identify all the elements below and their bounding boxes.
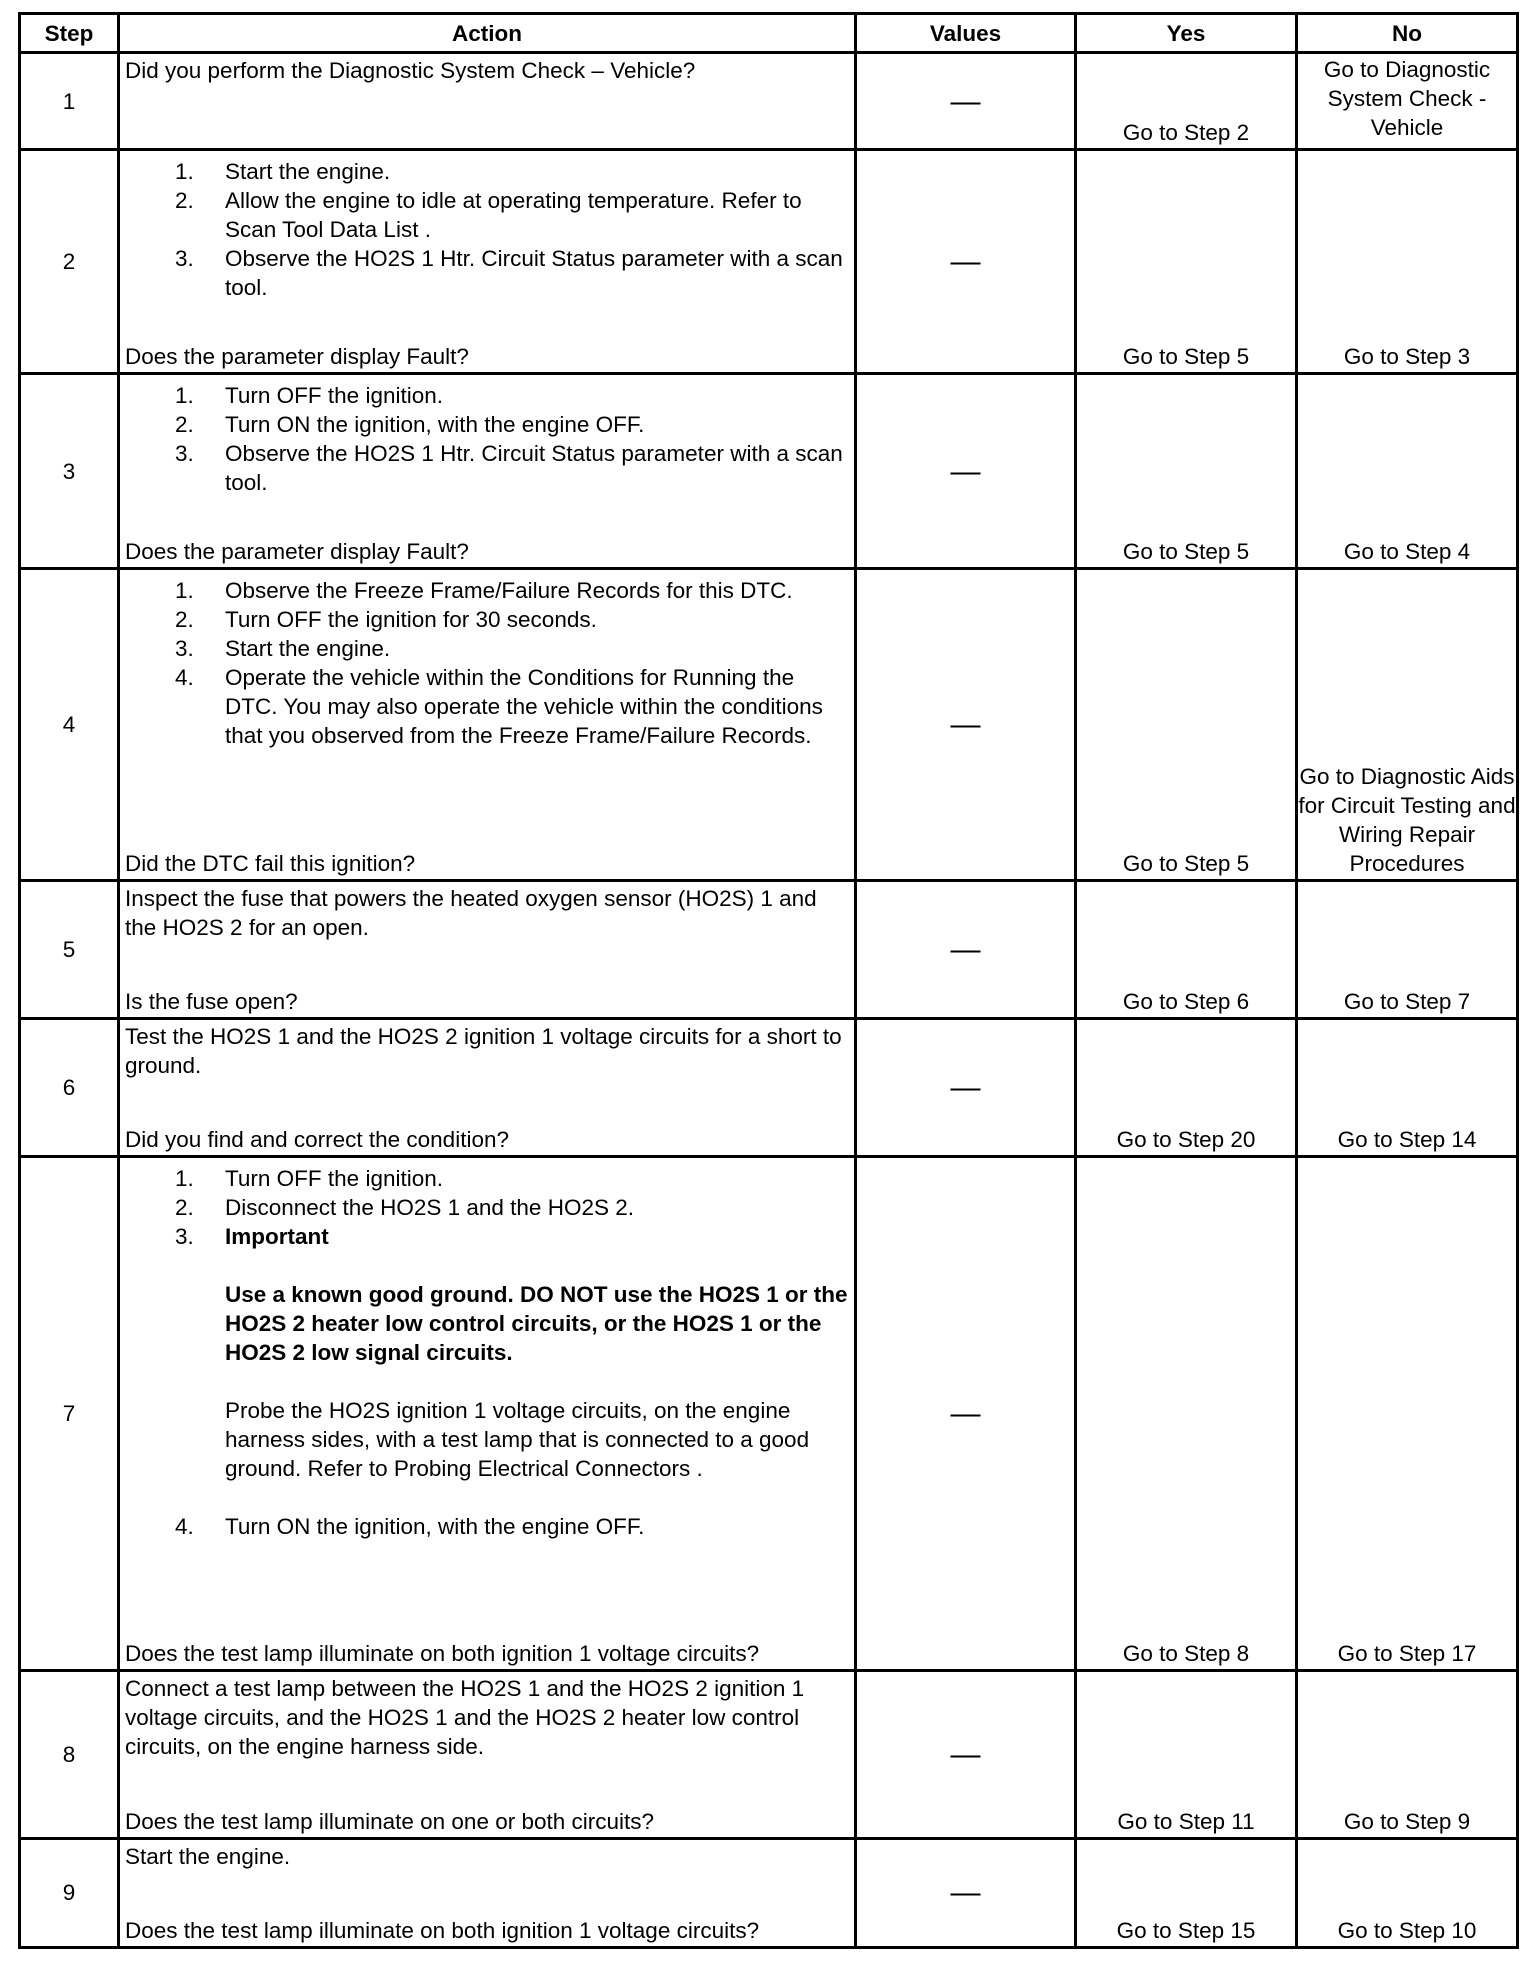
action-steps — [125, 576, 850, 750]
list-item: 2. Turn ON the ignition, with the engine OFF. — [175, 412, 645, 438]
action-cell — [119, 53, 856, 150]
step-number: 4 — [20, 568, 119, 880]
list-item: 3. Observe the HO2S 1 Htr. Circuit Status parameter with a scan tool. — [175, 246, 843, 301]
values-cell: — — [856, 1838, 1076, 1947]
list-item: 4. Operate the vehicle within the Conditions for Running the DTC. You may also operate the vehicle within the conditions that you observed from the Freeze Frame/Failure Records. — [175, 664, 823, 748]
action-question: Does the parameter display Fault? — [125, 344, 469, 370]
yes-link[interactable]: Go to Step 6 — [1076, 881, 1297, 1019]
yes-link[interactable]: Go to Step 5 — [1076, 150, 1297, 374]
yes-link[interactable]: Go to Step 11 — [1076, 1670, 1297, 1838]
step-number: 6 — [20, 1018, 119, 1157]
action-cell — [119, 150, 856, 374]
action-steps — [125, 157, 850, 302]
action-question: Does the parameter display Fault? — [125, 538, 469, 564]
table-row — [20, 1838, 1518, 1947]
values-cell: — — [856, 374, 1076, 569]
list-item: 2. Disconnect the HO2S 1 and the HO2S 2. — [175, 1195, 634, 1221]
action-text: Start the engine. — [125, 1843, 291, 1869]
no-link[interactable]: Go to Step 17 — [1297, 1157, 1518, 1671]
step-number: 8 — [20, 1670, 119, 1838]
no-link[interactable]: Go to Step 9 — [1297, 1670, 1518, 1838]
table-row — [20, 1670, 1518, 1838]
table-row — [20, 1018, 1518, 1157]
values-cell: — — [856, 568, 1076, 880]
values-cell: — — [856, 1670, 1076, 1838]
action-question: Did you find and correct the condition? — [125, 1127, 509, 1153]
yes-link[interactable]: Go to Step 8 — [1076, 1157, 1297, 1671]
yes-link[interactable]: Go to Step 20 — [1076, 1018, 1297, 1157]
header-no: No — [1297, 14, 1518, 53]
action-text: Inspect the fuse that powers the heated oxygen sensor (HO2S) 1 and the HO2S 2 for an open. — [125, 886, 817, 941]
action-cell — [119, 568, 856, 880]
table-row — [20, 1157, 1518, 1671]
diagnostic-table — [18, 12, 1519, 1949]
action-steps — [125, 381, 850, 497]
header-yes: Yes — [1076, 14, 1297, 53]
header-action: Action — [119, 14, 856, 53]
step-number: 2 — [20, 150, 119, 374]
action-cell — [119, 1670, 856, 1838]
yes-link[interactable]: Go to Step 15 — [1076, 1838, 1297, 1947]
values-cell: — — [856, 1018, 1076, 1157]
important-note: Use a known good ground. DO NOT use the HO2S 1 or the HO2S 2 heater low control circuits, or the HO2S 1 or the HO2S 2 low signal circuits. — [225, 1282, 848, 1366]
action-steps — [125, 1164, 850, 1541]
action-cell — [119, 1838, 856, 1947]
list-item: 1. Turn OFF the ignition. — [175, 1166, 444, 1192]
action-question: Does the test lamp illuminate on both ignition 1 voltage circuits? — [125, 1918, 760, 1943]
important-title: Important — [225, 1224, 329, 1250]
action-question: Did the DTC fail this ignition? — [125, 851, 416, 877]
step-number: 5 — [20, 881, 119, 1019]
header-row — [20, 14, 1518, 53]
no-link[interactable]: Go to Step 4 — [1297, 374, 1518, 569]
values-cell: — — [856, 53, 1076, 150]
action-cell — [119, 1157, 856, 1671]
table-row — [20, 53, 1518, 150]
list-item: 2. Turn OFF the ignition for 30 seconds. — [175, 606, 597, 632]
no-link[interactable]: Go to Step 7 — [1297, 881, 1518, 1019]
yes-link[interactable]: Go to Step 5 — [1076, 374, 1297, 569]
table-row — [20, 881, 1518, 1019]
list-item: 3. Start the engine. — [175, 635, 391, 661]
list-item: 1. Turn OFF the ignition. — [175, 383, 444, 409]
no-link[interactable]: Go to Step 14 — [1297, 1018, 1518, 1157]
action-question: Does the test lamp illuminate on one or both circuits? — [125, 1808, 655, 1834]
no-link[interactable]: Go to Step 10 — [1297, 1838, 1518, 1947]
yes-link[interactable]: Go to Step 5 — [1076, 568, 1297, 880]
action-text: Test the HO2S 1 and the HO2S 2 ignition 1 voltage circuits for a short to ground. — [125, 1023, 842, 1078]
yes-link[interactable]: Go to Step 2 — [1076, 53, 1297, 150]
values-cell: — — [856, 150, 1076, 374]
list-item: 1. Observe the Freeze Frame/Failure Records for this DTC. — [175, 577, 793, 603]
action-text: Did you perform the Diagnostic System Check – Vehicle? — [125, 58, 696, 83]
list-item: 2. Allow the engine to idle at operating temperature. Refer to Scan Tool Data List . — [175, 188, 802, 243]
no-link[interactable]: Go to Diagnostic System Check - Vehicle — [1297, 53, 1518, 150]
table-row — [20, 374, 1518, 569]
list-item: 1. Start the engine. — [175, 159, 391, 185]
action-question: Does the test lamp illuminate on both ignition 1 voltage circuits? — [125, 1640, 760, 1666]
header-values: Values — [856, 14, 1076, 53]
probe-instruction: Probe the HO2S ignition 1 voltage circuits, on the engine harness sides, with a test lamp that is connected to a good ground. Refer to Probing Electrical Connectors . — [225, 1398, 810, 1482]
step-number: 3 — [20, 374, 119, 569]
table-row — [20, 150, 1518, 374]
list-item: 3. Important Use a known good ground. DO NOT use the HO2S 1 or the HO2S 2 heater low control circuits, or the HO2S 1 or the HO2S 2 low signal circuits. Probe the HO2S ignition 1 voltage circuits, on the engine harness sides, with a test lamp that is connected to a good ground. Refer to Probing Electrical Connectors . — [125, 1222, 850, 1512]
list-item: 3. Observe the HO2S 1 Htr. Circuit Status parameter with a scan tool. — [175, 441, 843, 496]
no-link[interactable]: Go to Diagnostic Aids for Circuit Testing and Wiring Repair Procedures — [1297, 568, 1518, 880]
table-row — [20, 568, 1518, 880]
values-cell: — — [856, 881, 1076, 1019]
action-cell — [119, 1018, 856, 1157]
action-text: Connect a test lamp between the HO2S 1 and the HO2S 2 ignition 1 voltage circuits, and the HO2S 1 and the HO2S 2 heater low control circuits, on the engine harness side. — [125, 1675, 805, 1759]
values-cell: — — [856, 1157, 1076, 1671]
header-step: Step — [20, 14, 119, 53]
no-link[interactable]: Go to Step 3 — [1297, 150, 1518, 374]
action-question: Is the fuse open? — [125, 988, 298, 1014]
step-number: 1 — [20, 53, 119, 150]
action-cell — [119, 881, 856, 1019]
list-item: 4. Turn ON the ignition, with the engine OFF. — [175, 1514, 645, 1540]
step-number: 9 — [20, 1838, 119, 1947]
step-number: 7 — [20, 1157, 119, 1671]
action-cell — [119, 374, 856, 569]
